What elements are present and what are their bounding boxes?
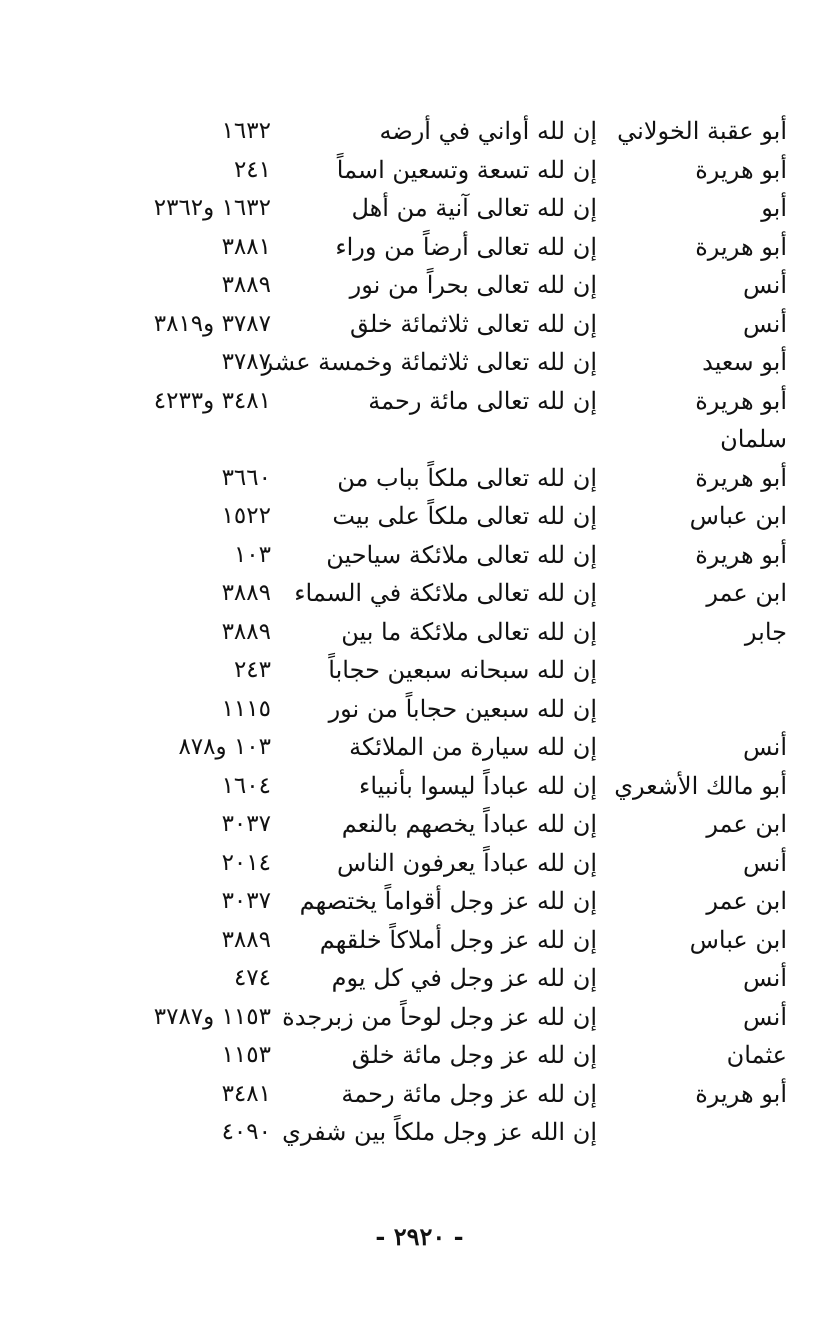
hadith-cell: إن لله سبعين حجاباً من نور <box>328 694 597 723</box>
hadith-cell: إن لله عز وجل مائة رحمة <box>341 1079 597 1108</box>
index-row <box>0 767 839 806</box>
index-row <box>0 728 839 767</box>
reference-numbers: ٣٨٨٩ <box>221 926 271 953</box>
index-row <box>0 420 839 459</box>
reference-numbers: ٣٨٨٩ <box>221 272 271 298</box>
hadith-cell: إن لله عباداً يخصهم بالنعم <box>341 810 597 838</box>
index-row <box>0 305 839 344</box>
reference-numbers: ٣٦٦٠ <box>221 464 271 491</box>
hadith-cell: إن لله تعالى ملائكة ما بين <box>341 617 597 646</box>
reference-numbers: ٣٧٨٧ <box>221 349 271 375</box>
reference-numbers: ١٥٢٢ <box>221 503 271 529</box>
reference-numbers: ١٦٣٢ <box>221 118 271 144</box>
index-row <box>0 959 839 998</box>
reference-numbers: ٣٤٨١ <box>221 1080 271 1107</box>
index-row <box>0 690 839 729</box>
index-row <box>0 536 839 575</box>
reference-numbers: ١١٥٣ <box>221 1042 271 1068</box>
reference-numbers: ٣٧٨٧ و٣٨١٩ <box>153 310 271 337</box>
index-row <box>0 805 839 844</box>
hadith-cell: إن لله عز وجل في كل يوم <box>331 964 597 992</box>
reference-numbers: ٣٨٨٩ <box>221 580 271 606</box>
reference-numbers: ٣٠٣٧ <box>221 811 271 837</box>
hadith-cell: إن لله تعالى بحراً من نور <box>349 271 597 299</box>
index-row <box>0 459 839 498</box>
reference-numbers: ٣٨٨١ <box>221 233 271 260</box>
hadith-cell: إن لله تعالى آنية من أهل <box>351 194 597 222</box>
reference-numbers: ١٦٠٤ <box>221 772 271 799</box>
index-table <box>0 112 839 1152</box>
narrator-cell: أبو <box>761 194 787 222</box>
hadith-cell: إن لله تعالى ثلاثمائة خلق <box>349 309 597 338</box>
narrator-cell: أنس <box>743 271 787 299</box>
hadith-cell: إن لله عز وجل لوحاً من زبرجدة <box>282 1002 597 1031</box>
index-row <box>0 382 839 421</box>
narrator-cell: أبو هريرة <box>695 540 787 569</box>
hadith-cell: إن لله تعالى ملكاً على بيت <box>332 502 597 530</box>
index-row <box>0 189 839 228</box>
index-row <box>0 497 839 536</box>
hadith-cell: إن لله أواني في أرضه <box>379 117 597 145</box>
narrator-cell: عثمان <box>726 1041 787 1069</box>
index-row <box>0 1075 839 1114</box>
hadith-cell: إن لله تعالى ملكاً بباب من <box>337 463 597 492</box>
narrator-cell: سلمان <box>720 425 787 453</box>
reference-numbers: ٣٨٨٩ <box>221 618 271 645</box>
index-row <box>0 151 839 190</box>
reference-numbers: ٢٤١ <box>233 156 271 183</box>
reference-numbers: ١٠٣ و٨٧٨ <box>178 734 271 760</box>
narrator-cell: أبو سعيد <box>702 348 787 376</box>
index-row <box>0 882 839 921</box>
index-row <box>0 266 839 305</box>
hadith-cell: إن لله عز وجل مائة خلق <box>351 1041 597 1069</box>
narrator-cell: أنس <box>743 309 787 338</box>
reference-numbers: ٢٤٣ <box>233 657 271 683</box>
index-row <box>0 844 839 883</box>
narrator-cell: ابن عمر <box>706 887 787 915</box>
narrator-cell: أنس <box>743 1002 787 1031</box>
hadith-cell: إن لله عز وجل أملاكاً خلقهم <box>319 925 597 954</box>
narrator-cell: جابر <box>744 617 787 646</box>
narrator-cell: ابن عباس <box>689 925 787 954</box>
narrator-cell: أبو هريرة <box>695 155 787 184</box>
reference-numbers: ١١٥٣ و٣٧٨٧ <box>153 1003 271 1030</box>
hadith-cell: إن لله تسعة وتسعين اسماً <box>336 155 597 184</box>
reference-numbers: ١١١٥ <box>221 695 271 722</box>
index-row <box>0 112 839 151</box>
hadith-cell: إن لله تعالى مائة رحمة <box>368 386 597 415</box>
index-row <box>0 651 839 690</box>
reference-numbers: ١٠٣ <box>233 541 271 568</box>
narrator-cell: أنس <box>743 964 787 992</box>
index-row <box>0 1113 839 1152</box>
hadith-cell: إن لله تعالى ثلاثمائة وخمسة عشر <box>261 348 597 376</box>
index-row <box>0 1036 839 1075</box>
hadith-cell: إن لله عباداً ليسوا بأنبياء <box>359 771 597 800</box>
hadith-cell: إن لله تعالى أرضاً من وراء <box>335 232 597 261</box>
hadith-cell: إن لله تعالى ملائكة في السماء <box>294 579 597 607</box>
index-row <box>0 228 839 267</box>
reference-numbers: ١٦٣٢ و٢٣٦٢ <box>153 195 271 221</box>
hadith-cell: إن الله عز وجل ملكاً بين شفري <box>282 1118 597 1146</box>
hadith-cell: إن لله سبحانه سبعين حجاباً <box>328 656 597 684</box>
narrator-cell: أنس <box>743 733 787 761</box>
page-number: - ٢٩٢٠ - <box>375 1222 464 1251</box>
narrator-cell: أنس <box>743 848 787 877</box>
reference-numbers: ٢٠١٤ <box>221 849 271 876</box>
reference-numbers: ٣٤٨١ و٤٢٣٣ <box>153 387 271 414</box>
reference-numbers: ٤٠٩٠ <box>221 1119 271 1145</box>
hadith-cell: إن لله سيارة من الملائكة <box>349 733 597 761</box>
narrator-cell: ابن عمر <box>706 579 787 607</box>
narrator-cell: أبو هريرة <box>695 232 787 261</box>
narrator-cell: ابن عباس <box>689 502 787 530</box>
hadith-cell: إن لله تعالى ملائكة سياحين <box>326 540 597 569</box>
index-row <box>0 574 839 613</box>
narrator-cell: أبو هريرة <box>695 386 787 415</box>
hadith-cell: إن لله عباداً يعرفون الناس <box>337 848 597 877</box>
narrator-cell: أبو هريرة <box>695 463 787 492</box>
reference-numbers: ٤٧٤ <box>233 965 271 991</box>
narrator-cell: ابن عمر <box>706 810 787 838</box>
narrator-cell: أبو مالك الأشعري <box>614 771 787 800</box>
index-row <box>0 921 839 960</box>
hadith-cell: إن لله عز وجل أقواماً يختصهم <box>299 887 597 915</box>
index-row <box>0 998 839 1037</box>
narrator-cell: أبو عقبة الخولاني <box>617 117 787 145</box>
index-row <box>0 613 839 652</box>
index-row <box>0 343 839 382</box>
reference-numbers: ٣٠٣٧ <box>221 888 271 914</box>
narrator-cell: أبو هريرة <box>695 1079 787 1108</box>
